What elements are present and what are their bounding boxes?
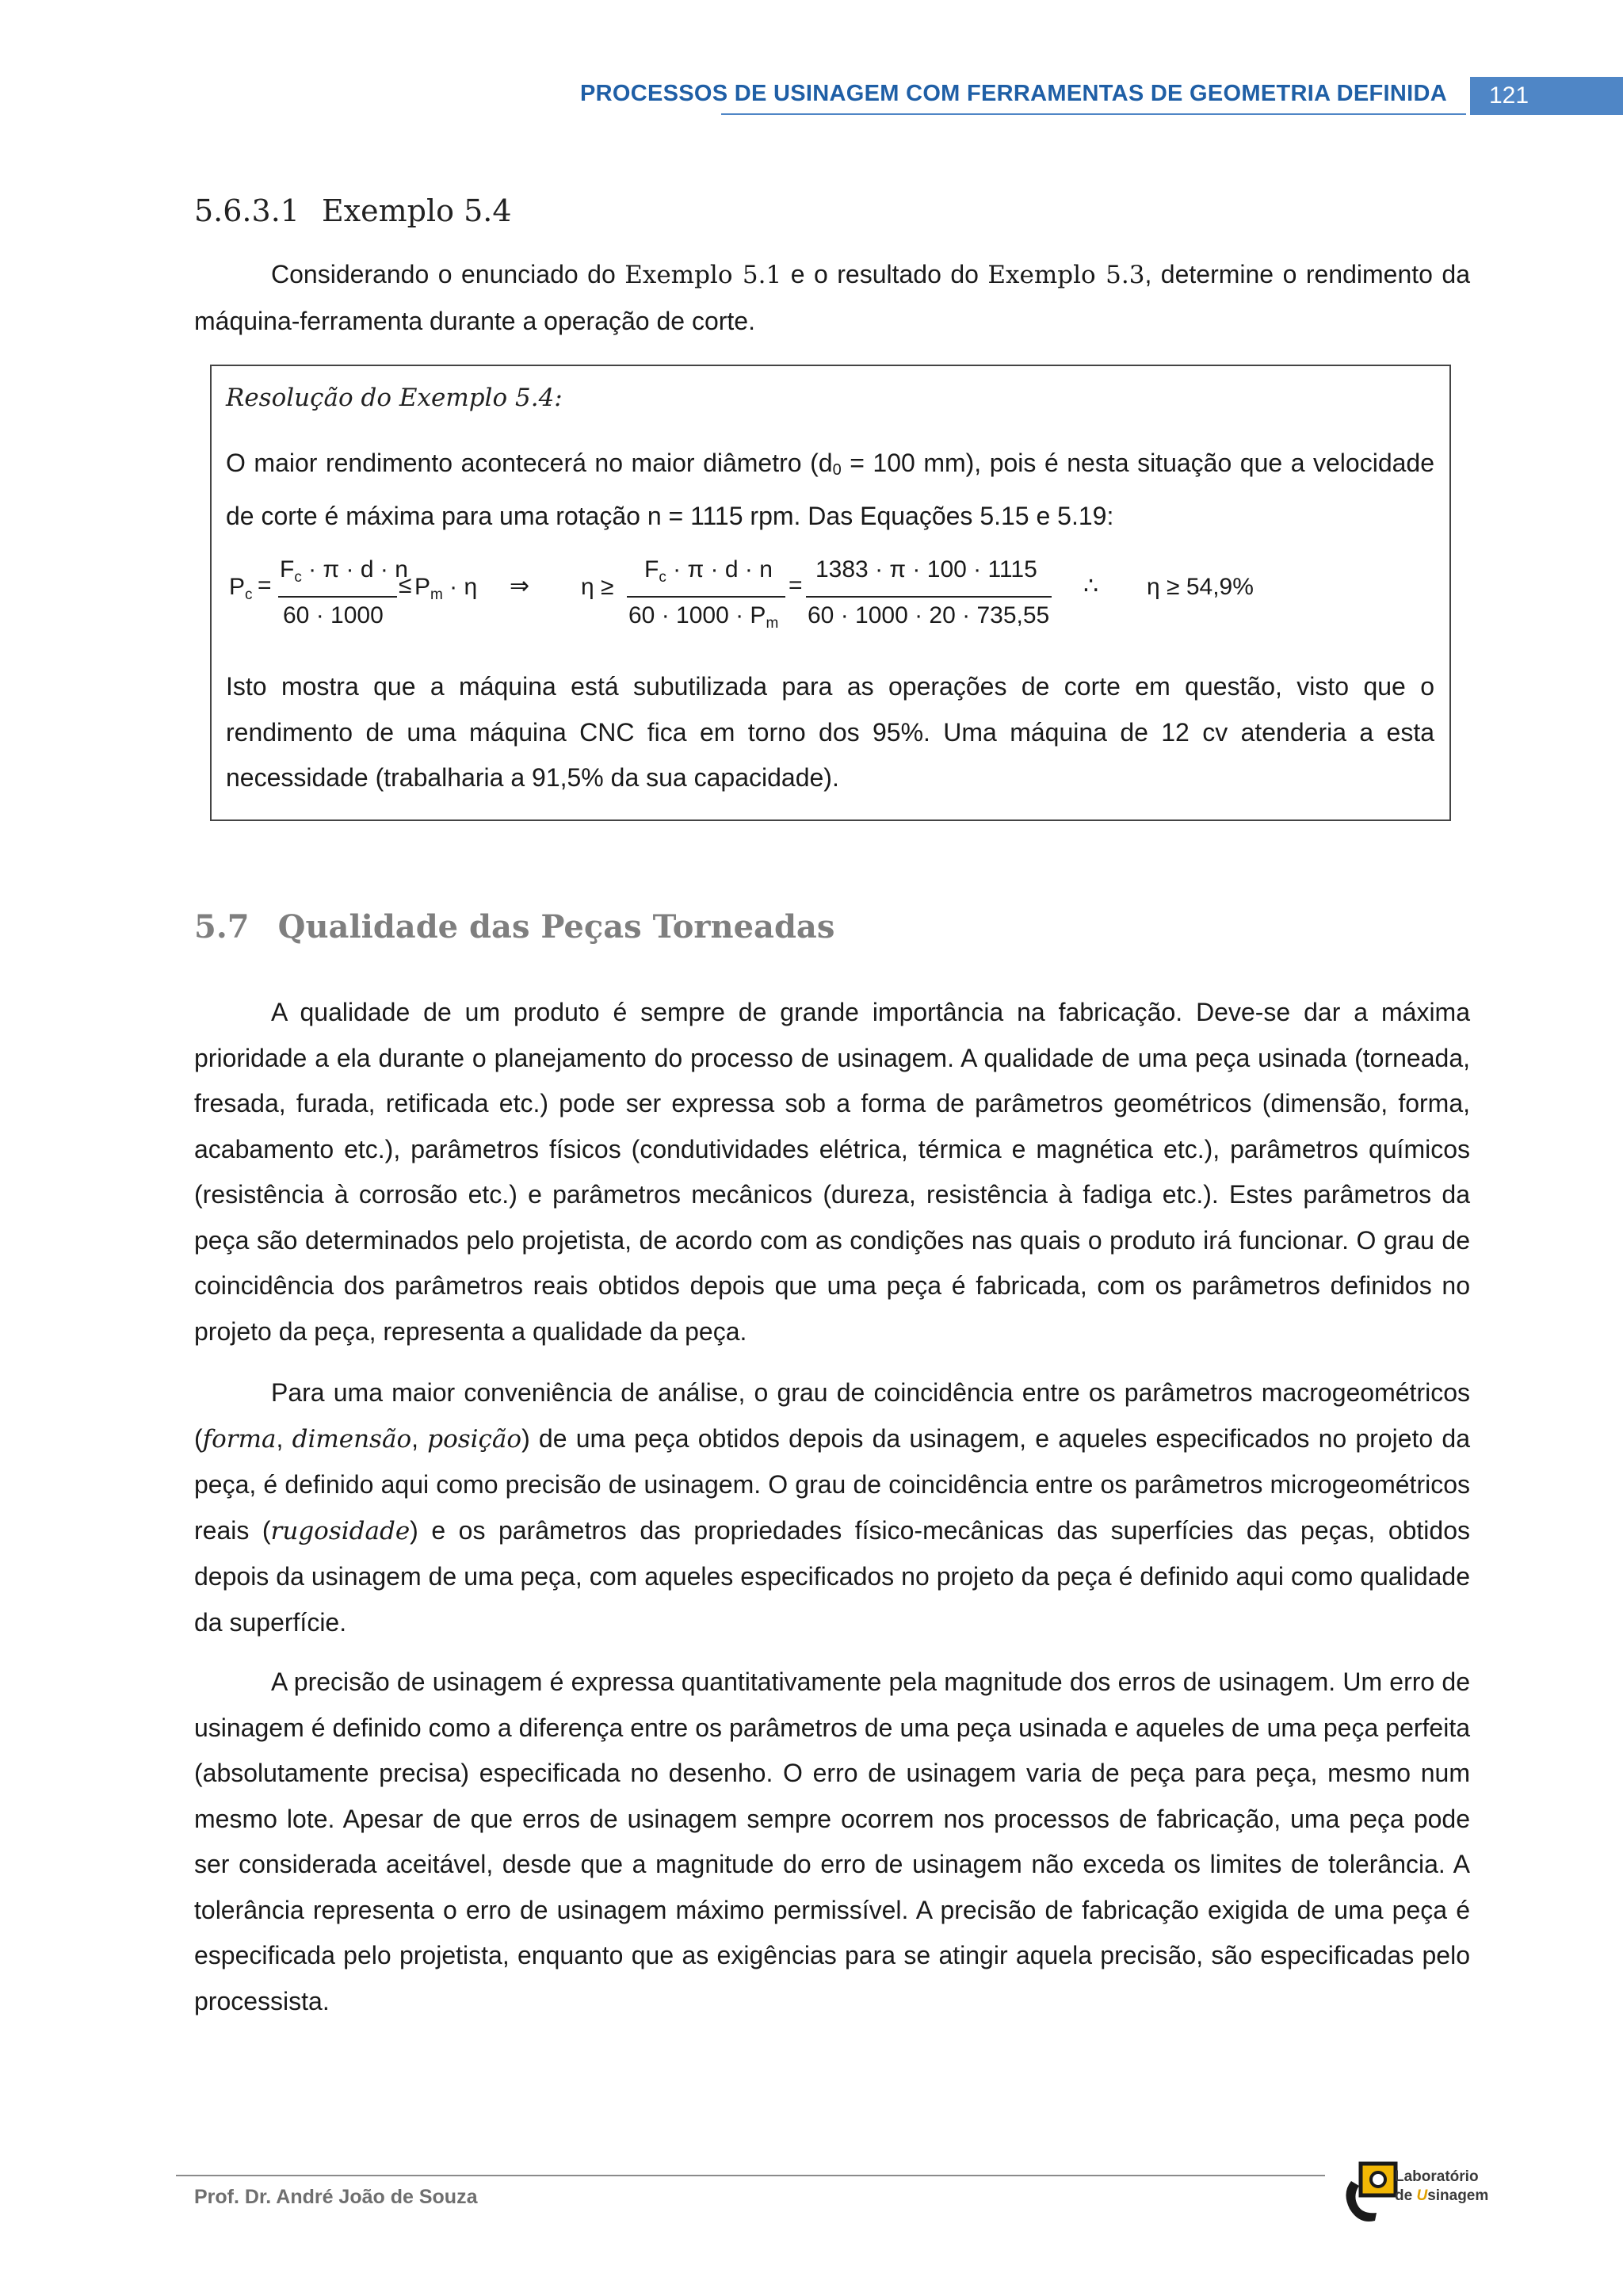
example-number: 5.6.3.1 (194, 193, 300, 228)
intro-text-3: , determine o rendimento da máquina-ferramenta durante a operação de corte. (194, 260, 1470, 335)
eq-fraction-bar-1 (278, 596, 397, 598)
p2-sep-1: , (276, 1423, 292, 1453)
eq-implies: ⇒ (510, 573, 530, 599)
running-header-title: PROCESSOS DE USINAGEM COM FERRAMENTAS DE GEOMETRIA DEFINIDA (580, 81, 1447, 106)
intro-text-1: Considerando o enunciado do (271, 260, 625, 288)
eq-num-3: 1383 · π · 100 · 1115 (815, 556, 1037, 583)
example-intro (194, 252, 1470, 344)
eq-num-2: $F_c \cdot \pi \cdot d \cdot n$ (644, 556, 773, 586)
body-paragraph-2 (194, 1370, 1470, 1645)
intro-text-2: e o resultado do (781, 260, 988, 288)
footer-rule (176, 2175, 1325, 2176)
example-title: Exemplo 5.4 (321, 193, 512, 228)
body-paragraph-3: A precisão de usinagem é expressa quantitativamente pela magnitude dos erros de usinagem. Um erro de usinagem é definido como a diferença entre os parâmetros de uma peça usinada e aqueles de uma peça perfeita (absolutamente precisa) especificada no desenho. O erro de usinagem varia de peça para peça, mesmo num mesmo lote. Apesar de que erros de usinagem sempre ocorrem nos processos de fabricação, uma peça pode ser considerada aceitável, desde que a magnitude do erro de usinagem não exceda os limites de tolerância. A tolerância representa o erro de usinagem máximo permissível. A precisão de fabricação exigida de uma peça é especificada pelo projetista, enquanto que as exigências para se atingir aquela precisão, são especificadas pelo processista. (194, 1668, 1470, 2015)
lab-logo-text (1395, 2168, 1488, 2206)
eq-num-1: $F_c \cdot \pi \cdot d \cdot n$ (280, 556, 408, 586)
body-paragraph-1: A qualidade de um produto é sempre de grande importância na fabricação. Deve-se dar a máxima prioridade a ela durante o planejamento do processo de usinagem. A qualidade de uma peça usinada (torneada, fresada, furada, retificada etc.) pode ser expressa sob a forma de parâmetros geométricos (dimensão, forma, acabamento etc.), parâmetros físicos (condutividades elétrica, térmica e magnética etc.), parâmetros químicos (resistência à corrosão etc.) e parâmetros mecânicos (dureza, resistência à fadiga etc.). Estes parâmetros da peça são determinados pelo projetista, de acordo com as condições nas quais o produto irá funcionar. O grau de coincidência dos parâmetros reais obtidos depois que uma peça é fabricada, com os parâmetros definidos no projeto da peça, representa a qualidade da peça. (194, 998, 1470, 1346)
example-heading (194, 193, 512, 228)
eq-equals-2: = (789, 572, 803, 598)
para1-text-a: O maior rendimento acontecerá no maior diâmetro (d (226, 449, 833, 477)
p2-forma: forma (202, 1424, 277, 1454)
resolution-para-2: Isto mostra que a máquina está subutilizada para as operações de corte em questão, visto que o rendimento de uma máquina CNC fica em torno dos 95%. Uma máquina de 12 cv atenderia a esta necessidade (trabalharia a 91,5% da sua capacidade). (226, 672, 1434, 792)
eq-den-2: $60 \cdot 1000 \cdot P_m$ (628, 602, 779, 632)
p2-text-1: Para uma maior conveniência de análise, o grau de coincidência entre os parâmetros macrogeométricos ( (194, 1378, 1470, 1453)
logo-line-2: de Usinagem (1395, 2187, 1489, 2204)
eq-fraction-bar-3 (806, 596, 1052, 598)
header-rule (721, 113, 1466, 115)
intro-ref-example-5-3: Exemplo 5.3 (987, 261, 1145, 289)
eq-den-3: 60 · 1000 · 20 · 735,55 (808, 602, 1050, 628)
para1-sub: 0 (832, 461, 842, 479)
eq-equals-1: = (258, 572, 272, 598)
resolution-title: Resolução do Exemplo 5.4: (226, 384, 563, 412)
p2-text-3: ) e os parâmetros das propriedades físico-mecânicas das superfícies das peças, obtidos depois da usinagem de uma peça, com aqueles especificados no projeto da peça é definido aqui como qualidade da superfície. (194, 1515, 1471, 1637)
page-number: 121 (1470, 77, 1623, 115)
p2-text-2: ) de uma peça obtidos depois da usinagem, e aqueles especificados no projeto da peça, é definido aqui como precisão de usinagem. O grau de coincidência entre os parâmetros microgeométricos reais ( (194, 1423, 1471, 1545)
logo-line-1: Laboratório (1395, 2168, 1479, 2185)
para1-text-b: = 100 mm), pois é nesta situação que a velocidade de corte é máxima para uma rotação n = 1115 rpm. Das Equações 5.15 e 5.19: (226, 449, 1435, 530)
eq-le: ≤ (399, 572, 412, 598)
intro-ref-example-5-1: Exemplo 5.1 (624, 261, 782, 289)
footer-author: Prof. Dr. André João de Souza (194, 2186, 478, 2208)
eq-fraction-bar-2 (627, 596, 785, 598)
section-number: 5.7 (194, 908, 250, 946)
resolution-box (210, 365, 1451, 821)
eq-result: η ≥ 54,9% (1147, 574, 1254, 600)
eq-pc: $P_c$ (229, 574, 253, 603)
eq-pm-eta: $P_m \cdot \eta$ (414, 574, 478, 603)
p2-posicao: posição (427, 1424, 522, 1454)
eq-den-1: 60 · 1000 (283, 602, 384, 628)
p2-dimensao: dimensão (292, 1424, 412, 1454)
eq-eta-ge: η ≥ (581, 574, 614, 600)
p2-sep-2: , (411, 1423, 428, 1453)
section-title: Qualidade das Peças Torneadas (277, 908, 835, 946)
eq-therefore: ∴ (1083, 573, 1099, 599)
p2-rugosidade: rugosidade (270, 1516, 411, 1545)
section-heading (194, 908, 834, 946)
